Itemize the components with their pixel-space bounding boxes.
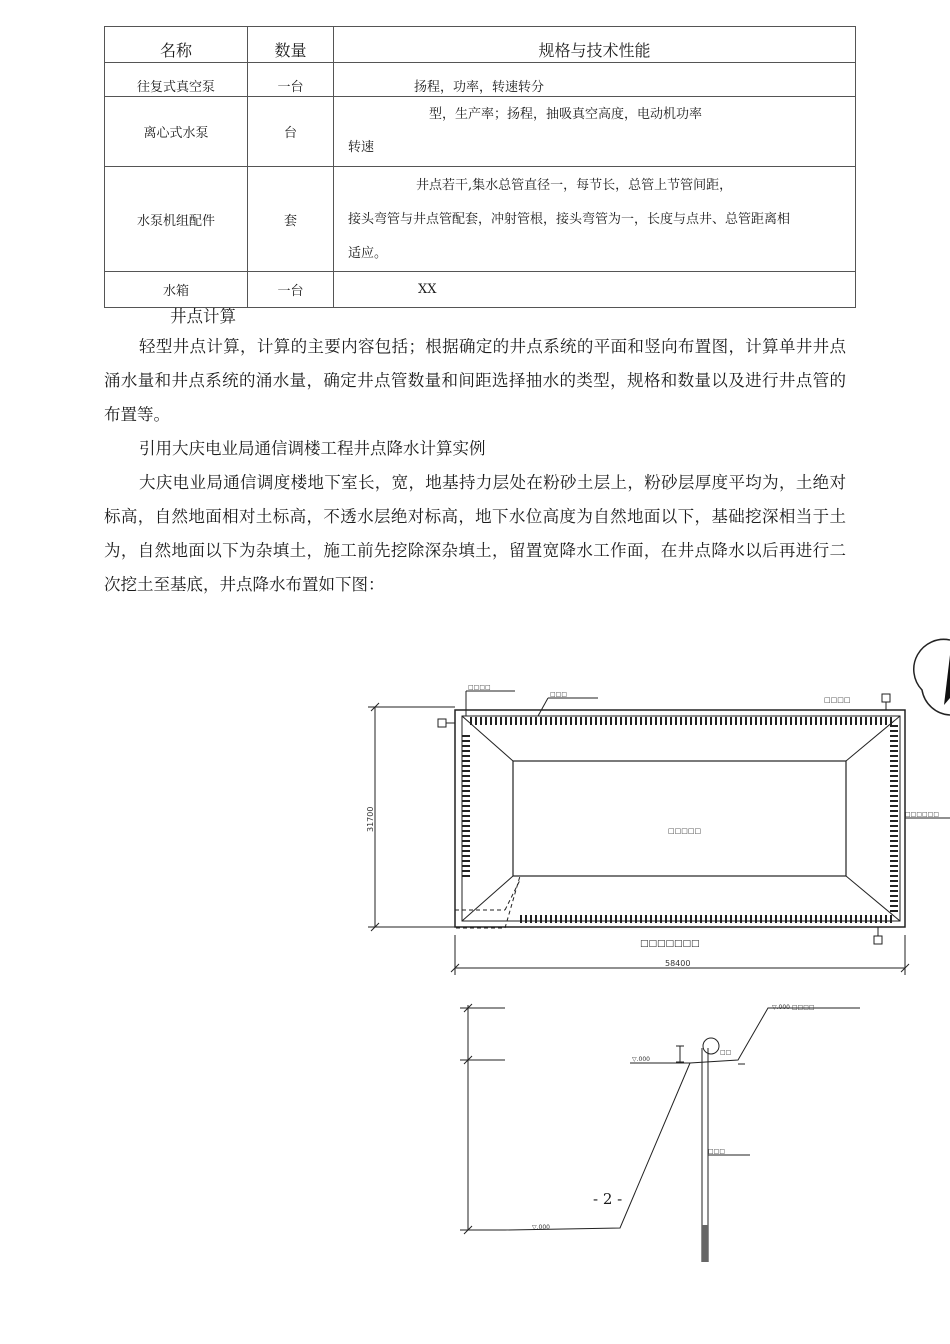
- section-label-elbow: □□: [720, 1049, 732, 1056]
- pump-icon: [438, 694, 890, 944]
- plan-view: [455, 710, 905, 928]
- row-name: 水箱: [105, 272, 248, 308]
- spec-line: 适应。: [348, 246, 388, 261]
- well-filter: [702, 1225, 708, 1262]
- spec-line: 型，生产率；扬程，抽吸真空高度，电动机功率: [429, 106, 703, 122]
- wellpoint-row-top: [470, 717, 895, 725]
- paragraph: 轻型井点计算，计算的主要内容包括；根据确定的井点系统的平面和竖向布置图，计算单井井点涌水量和井点系统的涌水量，确定井点管数量和间距选择抽水的类型，规格和数量以及进行井点管的布置等。: [104, 337, 846, 424]
- paragraph: 大庆电业局通信调度楼地下室长，宽，地基持力层处在粉砂土层上，粉砂层厚度平均为，土绝对标高，自然地面相对土标高，不透水层绝对标高，地下水位高度为自然地面以下，基础挖深相当于土为，自然地面以下为杂填土，施工前先挖除深杂填土，留置宽降水工作面，在井点降水以后再进行二次挖土至基底，井点降水布置如下图：: [104, 473, 846, 594]
- row-name: 往复式真空泵: [105, 63, 248, 97]
- wellpoint-row-right: [890, 725, 898, 915]
- label-top-left: □□□□: [468, 684, 491, 691]
- section-label-pipe: □□□: [708, 1148, 726, 1155]
- header-name: 名称: [105, 27, 248, 63]
- spec-line: 转速: [348, 139, 375, 155]
- spec-line: 接头弯管与井点管配套，冲射管根，接头弯管为一，长度与点井、总管距离相: [348, 212, 791, 227]
- center-label: □□□□□: [668, 827, 702, 835]
- dim-horizontal: 58400: [665, 959, 691, 968]
- wellpoint-row-bottom: [520, 915, 895, 923]
- plan-caption: □□□□□□□: [640, 939, 700, 949]
- page-number: - 2 -: [590, 1190, 625, 1208]
- dim-vertical: 31700: [366, 806, 375, 832]
- wellpoint-row-left: [462, 735, 470, 880]
- section-label-mid: ▽.000: [632, 1056, 650, 1063]
- label-top-right: □□□□: [824, 696, 851, 704]
- header-spec: 规格与技术性能: [334, 27, 856, 63]
- spec-line: 井点若干,集水总管直径一，每节长，总管上节管间距，: [416, 178, 733, 193]
- section-title: 井点计算: [170, 307, 236, 326]
- row-qty: 一台: [248, 272, 334, 308]
- label-right: □□□□□□: [905, 811, 940, 818]
- dimension-lines: [368, 703, 909, 975]
- section-view: [460, 1004, 860, 1262]
- row-spec: 扬程，功率，转速转分: [334, 63, 856, 97]
- section-label-top: ▽.000 □□□□: [772, 1004, 815, 1011]
- header-qty: 数量: [248, 27, 334, 63]
- paragraph: 引用大庆电业局通信调楼工程井点降水计算实例: [139, 439, 486, 458]
- row-name: 离心式水泵: [105, 97, 248, 167]
- north-arrow-icon: [914, 639, 950, 715]
- row-qty: 套: [248, 167, 334, 272]
- row-qty: 台: [248, 97, 334, 167]
- label-top-mid: □□□: [550, 691, 568, 698]
- section-label-bottom: ▽.000: [532, 1224, 550, 1231]
- row-qty: 一台: [248, 63, 334, 97]
- row-name: 水泵机组配件: [105, 167, 248, 272]
- row-spec: XX: [334, 272, 856, 308]
